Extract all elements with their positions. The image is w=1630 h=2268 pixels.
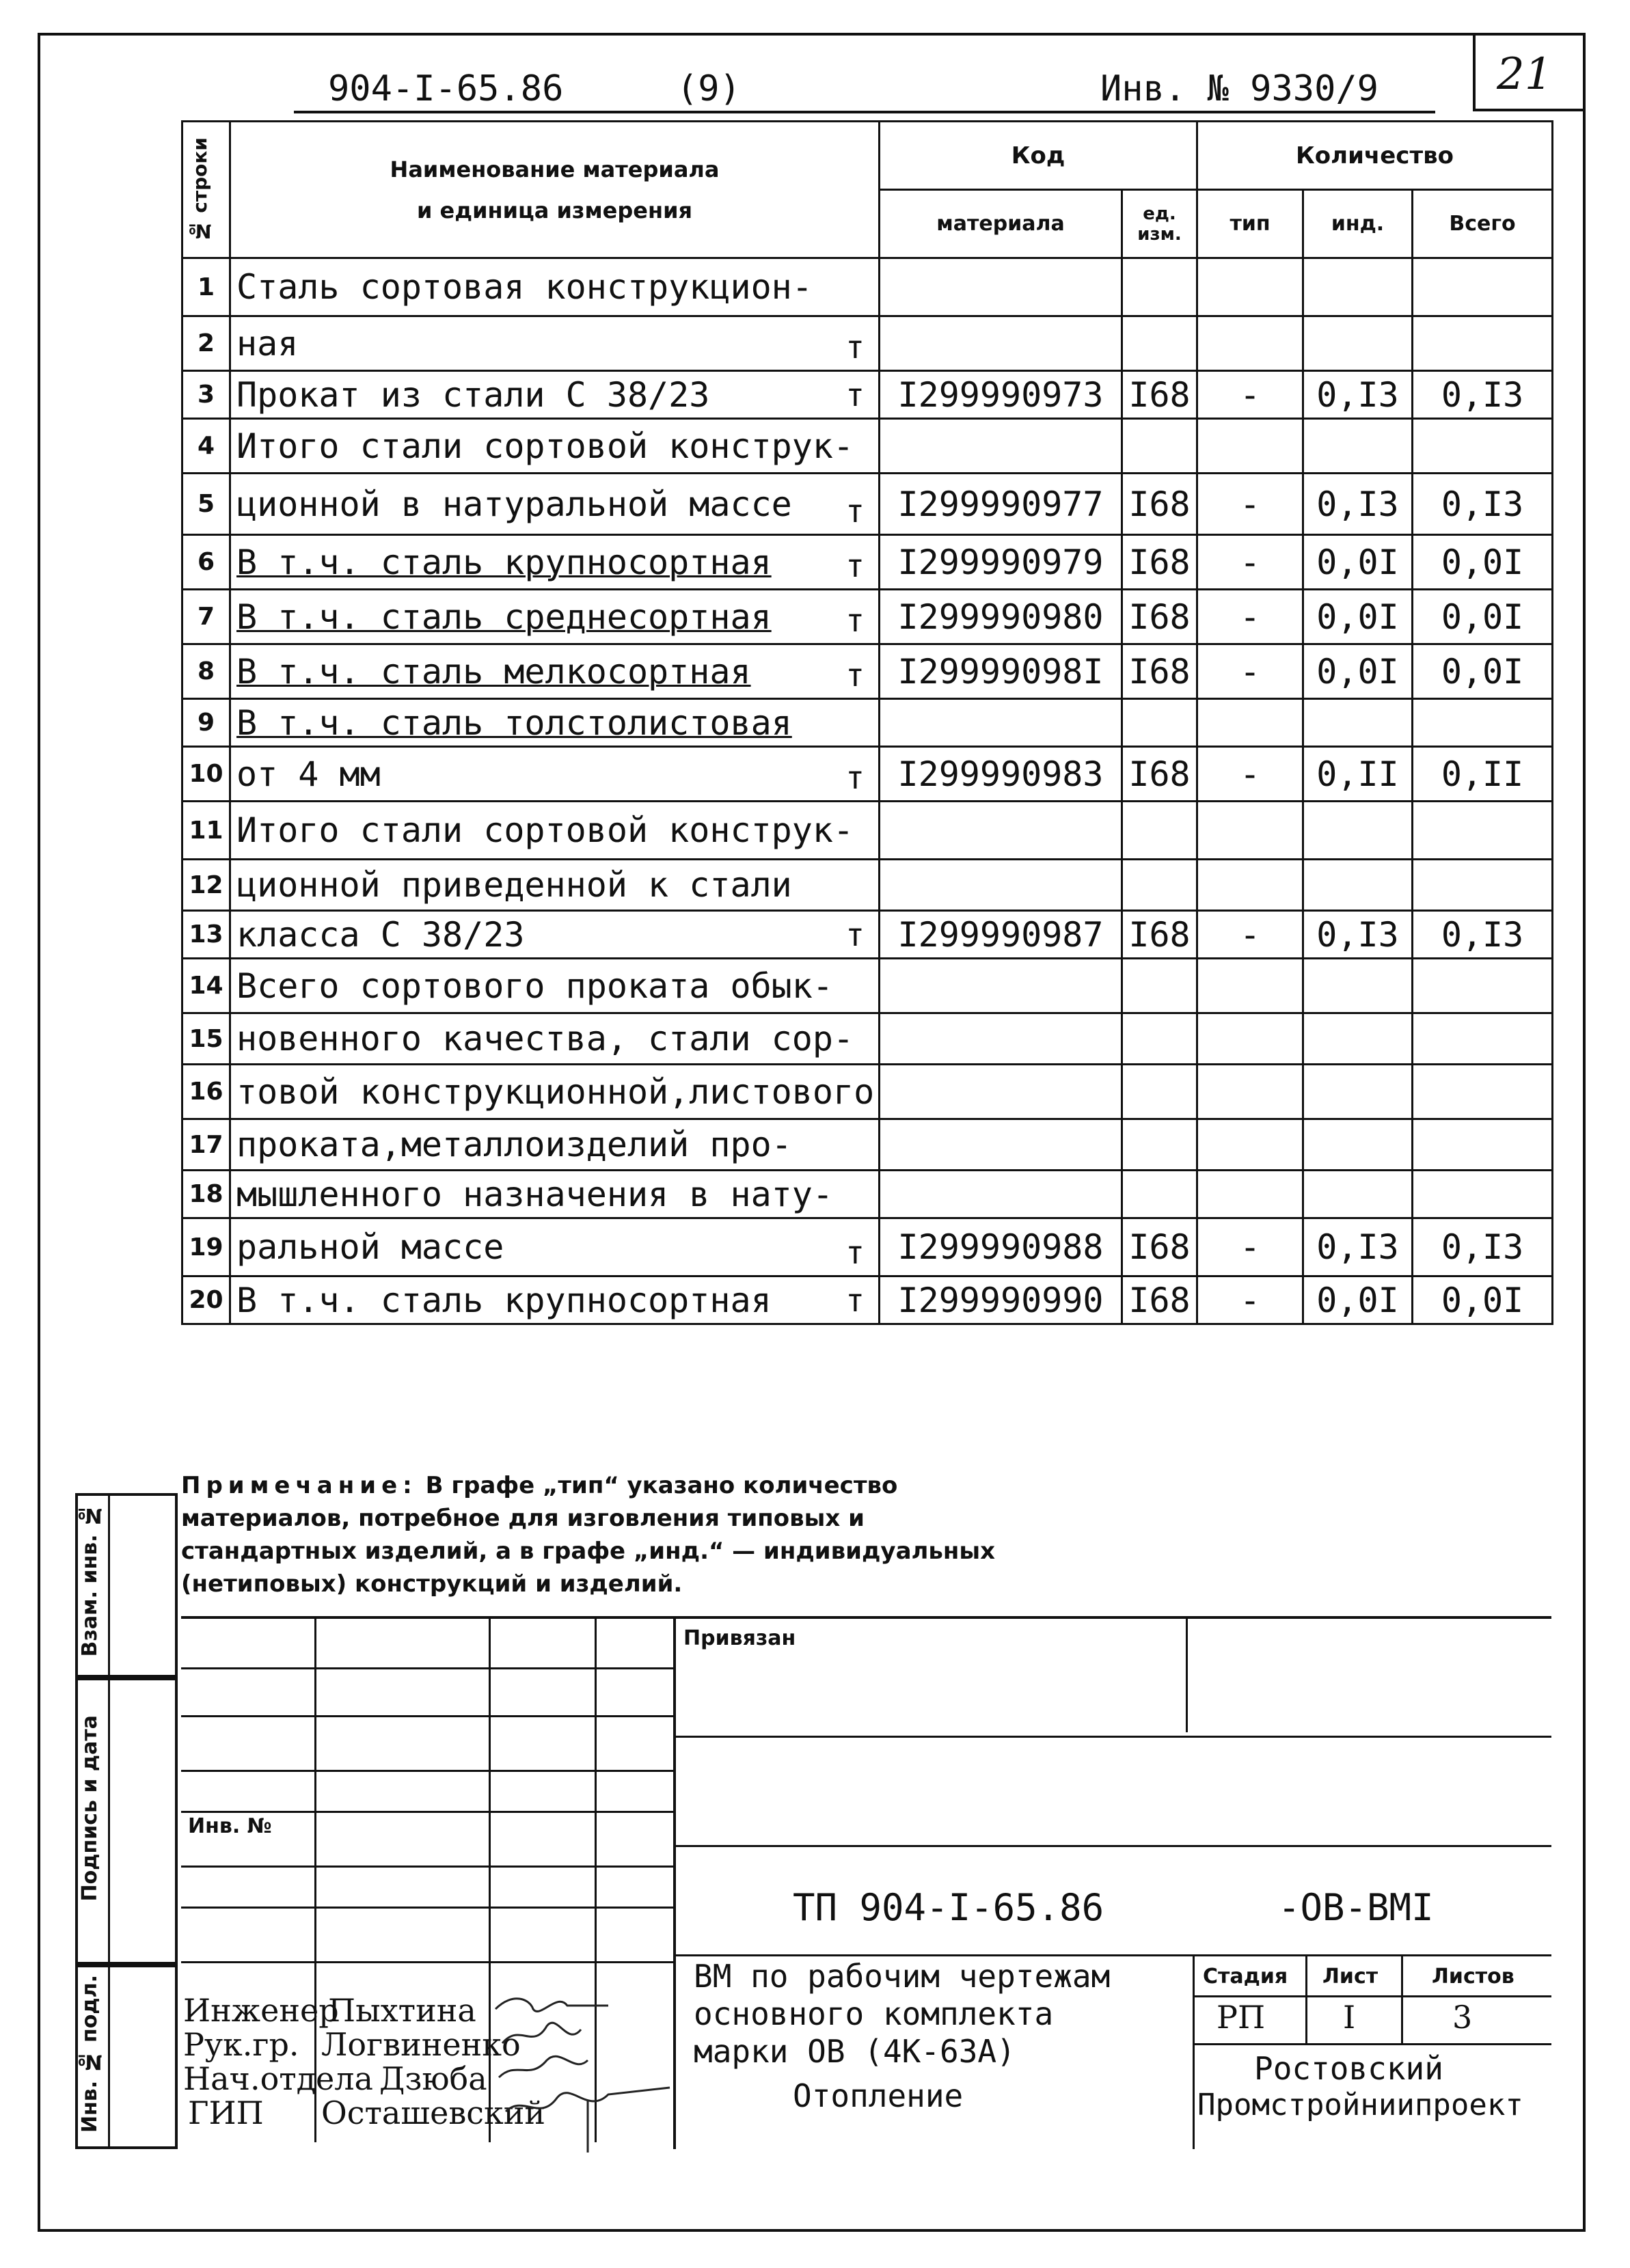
qty-ind: 0,I3 — [1303, 911, 1413, 959]
unit: т — [845, 547, 865, 584]
qty-type: - — [1197, 474, 1303, 535]
qty-type: - — [1197, 1276, 1303, 1324]
material-name-cell — [230, 644, 880, 699]
row-number: 17 — [182, 1119, 230, 1171]
qty-total — [1413, 1119, 1553, 1171]
role-2: Рук.гр. — [183, 2026, 299, 2063]
table-row — [182, 1119, 1553, 1171]
stamp-right-line — [673, 1845, 1551, 1847]
qty-total: 0,0I — [1413, 644, 1553, 699]
table-row — [182, 1171, 1553, 1218]
unit: т — [845, 493, 865, 530]
unit-code — [1122, 1119, 1197, 1171]
unit-code: I68 — [1122, 535, 1197, 590]
stage-value: РП — [1217, 1999, 1266, 2036]
unit-code: I68 — [1122, 371, 1197, 419]
row-number: 10 — [182, 747, 230, 802]
org-divider — [1193, 1954, 1195, 2149]
table-row — [182, 590, 1553, 644]
material-code: I299990987 — [880, 911, 1122, 959]
stamp-top-line — [181, 1616, 1551, 1619]
qty-ind: 0,I3 — [1303, 474, 1413, 535]
row-number: 20 — [182, 1276, 230, 1324]
qty-total — [1413, 1013, 1553, 1065]
material-name: Итого стали сортовой конструк- — [236, 426, 854, 466]
material-code — [880, 316, 1122, 371]
row-number: 3 — [182, 371, 230, 419]
unit-code — [1122, 802, 1197, 860]
org-line-2: Промстройниипроект — [1197, 2088, 1523, 2122]
person-4: Осташевский — [321, 2094, 546, 2131]
unit-code — [1122, 316, 1197, 371]
table-row — [182, 535, 1553, 590]
unit: т — [845, 329, 865, 366]
side-divider — [108, 1493, 110, 2149]
stamp-row-line — [181, 1961, 673, 1963]
qty-total: 0,I3 — [1413, 474, 1553, 535]
material-name-cell — [230, 535, 880, 590]
qty-total — [1413, 1065, 1553, 1119]
material-name-cell — [230, 1171, 880, 1218]
unit-code: I68 — [1122, 911, 1197, 959]
qty-type — [1197, 1119, 1303, 1171]
row-number: 9 — [182, 699, 230, 747]
qty-ind — [1303, 699, 1413, 747]
qty-type — [1197, 860, 1303, 911]
material-name-cell — [230, 258, 880, 316]
header-underline — [294, 111, 1435, 113]
sheet-value: I — [1343, 1999, 1356, 2036]
person-1: Пыхтина — [328, 1992, 476, 2029]
material-name: ная — [236, 323, 299, 364]
material-code — [880, 1013, 1122, 1065]
qty-total — [1413, 959, 1553, 1013]
code-header: Код — [880, 122, 1197, 190]
material-name-cell — [230, 911, 880, 959]
qty-ind — [1303, 1119, 1413, 1171]
material-code: I299990980 — [880, 590, 1122, 644]
material-name: Итого стали сортовой конструк- — [236, 810, 854, 850]
stamp-row-line — [181, 1866, 673, 1868]
qty-type: - — [1197, 590, 1303, 644]
qty-ind — [1303, 258, 1413, 316]
qty-total — [1413, 419, 1553, 474]
privyazan-label: Привязан — [683, 1626, 796, 1650]
qty-type: - — [1197, 371, 1303, 419]
unit-code — [1122, 959, 1197, 1013]
material-code — [880, 1171, 1122, 1218]
material-name: проката,металлоизделий про- — [236, 1125, 792, 1164]
row-number: 2 — [182, 316, 230, 371]
side-label-inv-podl: Инв. № подл. — [78, 1975, 102, 2133]
org-line-1: Ростовский — [1254, 2050, 1443, 2087]
table-row — [182, 959, 1553, 1013]
qty-total — [1413, 699, 1553, 747]
qty-ind-header: инд. — [1303, 190, 1413, 258]
unit: т — [845, 657, 865, 694]
qty-type — [1197, 258, 1303, 316]
qty-ind: 0,0I — [1303, 1276, 1413, 1324]
row-number: 18 — [182, 1171, 230, 1218]
material-name: В т.ч. сталь крупносортная — [236, 542, 772, 582]
qty-type: - — [1197, 535, 1303, 590]
qty-total — [1413, 1171, 1553, 1218]
table-row — [182, 699, 1553, 747]
row-number: 16 — [182, 1065, 230, 1119]
table-row — [182, 802, 1553, 860]
qty-total: 0,I3 — [1413, 911, 1553, 959]
unit-code — [1122, 258, 1197, 316]
qty-type — [1197, 316, 1303, 371]
unit: т — [845, 377, 865, 413]
material-name: от 4 мм — [236, 754, 381, 794]
title-line-3: марки ОВ (4К-63А) — [694, 2033, 1016, 2070]
row-number: 12 — [182, 860, 230, 911]
material-name-cell — [230, 802, 880, 860]
qty-total — [1413, 802, 1553, 860]
material-code: I299990990 — [880, 1276, 1122, 1324]
unit: т — [845, 1234, 865, 1271]
qty-ind — [1303, 419, 1413, 474]
table-row — [182, 1276, 1553, 1324]
material-name-cell — [230, 316, 880, 371]
table-row — [182, 258, 1553, 316]
qty-total: 0,I3 — [1413, 371, 1553, 419]
qty-ind — [1303, 1013, 1413, 1065]
qty-ind — [1303, 802, 1413, 860]
table-row — [182, 371, 1553, 419]
material-code: I299990988 — [880, 1218, 1122, 1276]
material-name-cell — [230, 1119, 880, 1171]
stamp-col-2 — [489, 1616, 491, 2142]
table-row — [182, 644, 1553, 699]
material-name-cell — [230, 1065, 880, 1119]
material-name-cell — [230, 1013, 880, 1065]
qty-type: - — [1197, 1218, 1303, 1276]
row-number: 14 — [182, 959, 230, 1013]
sheet-label: Лист — [1322, 1965, 1378, 1989]
inventory-number: Инв. № 9330/9 — [1100, 68, 1378, 109]
unit: т — [845, 916, 865, 953]
material-name: ционной приведенной к стали — [236, 865, 792, 905]
table-row — [182, 419, 1553, 474]
qty-total: 0,0I — [1413, 535, 1553, 590]
qty-type — [1197, 699, 1303, 747]
name-header: Наименование материала и единица измерения — [230, 122, 880, 258]
material-code — [880, 1065, 1122, 1119]
qty-total — [1413, 316, 1553, 371]
material-name-cell — [230, 419, 880, 474]
mark: -ОВ-ВМI — [1278, 1886, 1434, 1929]
stamp-row-line — [181, 1811, 673, 1813]
qty-ind — [1303, 959, 1413, 1013]
qty-total: 0,I3 — [1413, 1218, 1553, 1276]
qty-ind: 0,0I — [1303, 535, 1413, 590]
unit-code — [1122, 1013, 1197, 1065]
material-name-cell — [230, 1276, 880, 1324]
material-name: Сталь сортовая конструкцион- — [236, 267, 813, 307]
qty-type-header: тип — [1197, 190, 1303, 258]
material-name: класса С 38/23 — [236, 914, 525, 955]
material-name: мышленного назначения в нату- — [236, 1174, 833, 1214]
unit-code: I68 — [1122, 590, 1197, 644]
privyazan-divider — [1186, 1616, 1188, 1732]
qty-ind: 0,0I — [1303, 590, 1413, 644]
table-row — [182, 316, 1553, 371]
unit: т — [845, 759, 865, 796]
qty-type: - — [1197, 911, 1303, 959]
row-number: 15 — [182, 1013, 230, 1065]
material-code: I29999098I — [880, 644, 1122, 699]
table-row — [182, 747, 1553, 802]
stage-line — [1193, 2043, 1551, 2045]
stamp-row-line — [181, 1907, 673, 1909]
unit-code: I68 — [1122, 474, 1197, 535]
material-code: I299990973 — [880, 371, 1122, 419]
material-name-cell — [230, 371, 880, 419]
quantity-header: Количество — [1197, 122, 1553, 190]
material-code: I299990979 — [880, 535, 1122, 590]
material-name-cell — [230, 1218, 880, 1276]
stage-col — [1305, 1954, 1307, 2043]
role-1: Инженер — [183, 1992, 339, 2029]
material-name-cell — [230, 747, 880, 802]
unit-code — [1122, 860, 1197, 911]
material-code — [880, 860, 1122, 911]
sheets-label: Листов — [1432, 1965, 1514, 1989]
material-code — [880, 258, 1122, 316]
qty-type — [1197, 419, 1303, 474]
qty-total: 0,II — [1413, 747, 1553, 802]
table-row — [182, 1218, 1553, 1276]
qty-total — [1413, 258, 1553, 316]
unit-code — [1122, 1171, 1197, 1218]
sheets-value: 3 — [1452, 1999, 1473, 2036]
qty-ind: 0,0I — [1303, 644, 1413, 699]
title-line-1: ВМ по рабочим чертежам — [694, 1958, 1111, 1995]
page-number: 21 — [1497, 49, 1553, 100]
material-name: товой конструкционной,листового — [236, 1071, 875, 1112]
material-code — [880, 959, 1122, 1013]
material-name-cell — [230, 860, 880, 911]
table-row — [182, 860, 1553, 911]
role-3: Нач.отдела — [183, 2060, 373, 2097]
material-code — [880, 802, 1122, 860]
sheet-part: (9) — [677, 68, 741, 109]
row-number: 11 — [182, 802, 230, 860]
stage-col — [1401, 1954, 1403, 2043]
signatures — [492, 1985, 683, 2156]
note: Примечание: В графе „тип“ указано количество материалов, потребное для изговления типовых и стандартных изделий, а в графе „инд.“ — индивидуальных (нетиповых) конструкций и изделий. — [181, 1472, 996, 1598]
material-name-cell — [230, 959, 880, 1013]
material-code — [880, 1119, 1122, 1171]
unit-code: I68 — [1122, 747, 1197, 802]
row-number: 8 — [182, 644, 230, 699]
row-number: 1 — [182, 258, 230, 316]
stage-label: Стадия — [1203, 1965, 1288, 1989]
unit-code: I68 — [1122, 1218, 1197, 1276]
role-4: ГИП — [188, 2094, 264, 2131]
qty-type: - — [1197, 747, 1303, 802]
qty-ind — [1303, 860, 1413, 911]
material-name: Всего сортового проката обык- — [236, 966, 833, 1006]
unit-code — [1122, 699, 1197, 747]
title-line-4: Отопление — [793, 2077, 964, 2114]
unit-code — [1122, 419, 1197, 474]
doc-number: 904-I-65.86 — [328, 68, 564, 109]
person-2: Логвиненко — [321, 2026, 521, 2063]
qty-type — [1197, 1013, 1303, 1065]
stamp-right-line — [673, 1736, 1551, 1738]
stamp-row-line — [181, 1770, 673, 1772]
unit-code — [1122, 1065, 1197, 1119]
qty-type — [1197, 802, 1303, 860]
unit-code: I68 — [1122, 1276, 1197, 1324]
material-name-cell — [230, 590, 880, 644]
material-code — [880, 419, 1122, 474]
stamp-row-line — [181, 1667, 673, 1669]
qty-ind — [1303, 316, 1413, 371]
qty-ind — [1303, 1171, 1413, 1218]
material-name: В т.ч. сталь крупносортная — [236, 1280, 772, 1320]
qty-ind: 0,II — [1303, 747, 1413, 802]
unit: т — [845, 602, 865, 639]
side-label-vzam: Взам. инв. № — [78, 1503, 102, 1657]
person-3: Дзюба — [379, 2060, 487, 2097]
inv-no-label: Инв. № — [188, 1814, 272, 1838]
material-name-cell — [230, 474, 880, 535]
qty-total — [1413, 860, 1553, 911]
row-number: 7 — [182, 590, 230, 644]
code-material-header: материала — [880, 190, 1122, 258]
stamp-row-line — [181, 1715, 673, 1717]
material-code: I299990983 — [880, 747, 1122, 802]
material-name: ральной массе — [236, 1227, 504, 1267]
material-name: новенного качества, стали сор- — [236, 1019, 854, 1058]
material-name: В т.ч. сталь мелкосортная — [236, 651, 751, 692]
material-name: В т.ч. сталь среднесортная — [236, 597, 772, 637]
side-label-podpis: Подпись и дата — [78, 1715, 102, 1902]
qty-ind: 0,I3 — [1303, 1218, 1413, 1276]
qty-type — [1197, 959, 1303, 1013]
row-number: 5 — [182, 474, 230, 535]
material-name: ционной в натуральной массе — [236, 484, 792, 524]
table-row — [182, 1065, 1553, 1119]
row-number: 13 — [182, 911, 230, 959]
material-code — [880, 699, 1122, 747]
qty-ind — [1303, 1065, 1413, 1119]
material-name: В т.ч. сталь толстолистовая — [236, 702, 792, 743]
qty-type — [1197, 1065, 1303, 1119]
qty-type: - — [1197, 644, 1303, 699]
unit: т — [845, 1282, 865, 1319]
material-name-cell — [230, 699, 880, 747]
row-number-header: № строки — [182, 122, 230, 258]
qty-total-header: Всего — [1413, 190, 1553, 258]
stamp-right-line — [673, 1954, 1551, 1956]
stage-line — [1193, 1995, 1551, 1997]
table-row — [182, 911, 1553, 959]
row-number: 4 — [182, 419, 230, 474]
code-unit-header: ед. изм. — [1122, 190, 1197, 258]
qty-total: 0,0I — [1413, 590, 1553, 644]
table-row — [182, 474, 1553, 535]
materials-table — [181, 120, 1553, 1325]
unit-code: I68 — [1122, 644, 1197, 699]
table-row — [182, 1013, 1553, 1065]
title-line-2: основного комплекта — [694, 1995, 1054, 2032]
qty-total: 0,0I — [1413, 1276, 1553, 1324]
row-number: 6 — [182, 535, 230, 590]
qty-type — [1197, 1171, 1303, 1218]
designation: ТП 904-I-65.86 — [793, 1886, 1104, 1929]
qty-ind: 0,I3 — [1303, 371, 1413, 419]
material-code: I299990977 — [880, 474, 1122, 535]
material-name: Прокат из стали С 38/23 — [236, 374, 710, 415]
row-number: 19 — [182, 1218, 230, 1276]
